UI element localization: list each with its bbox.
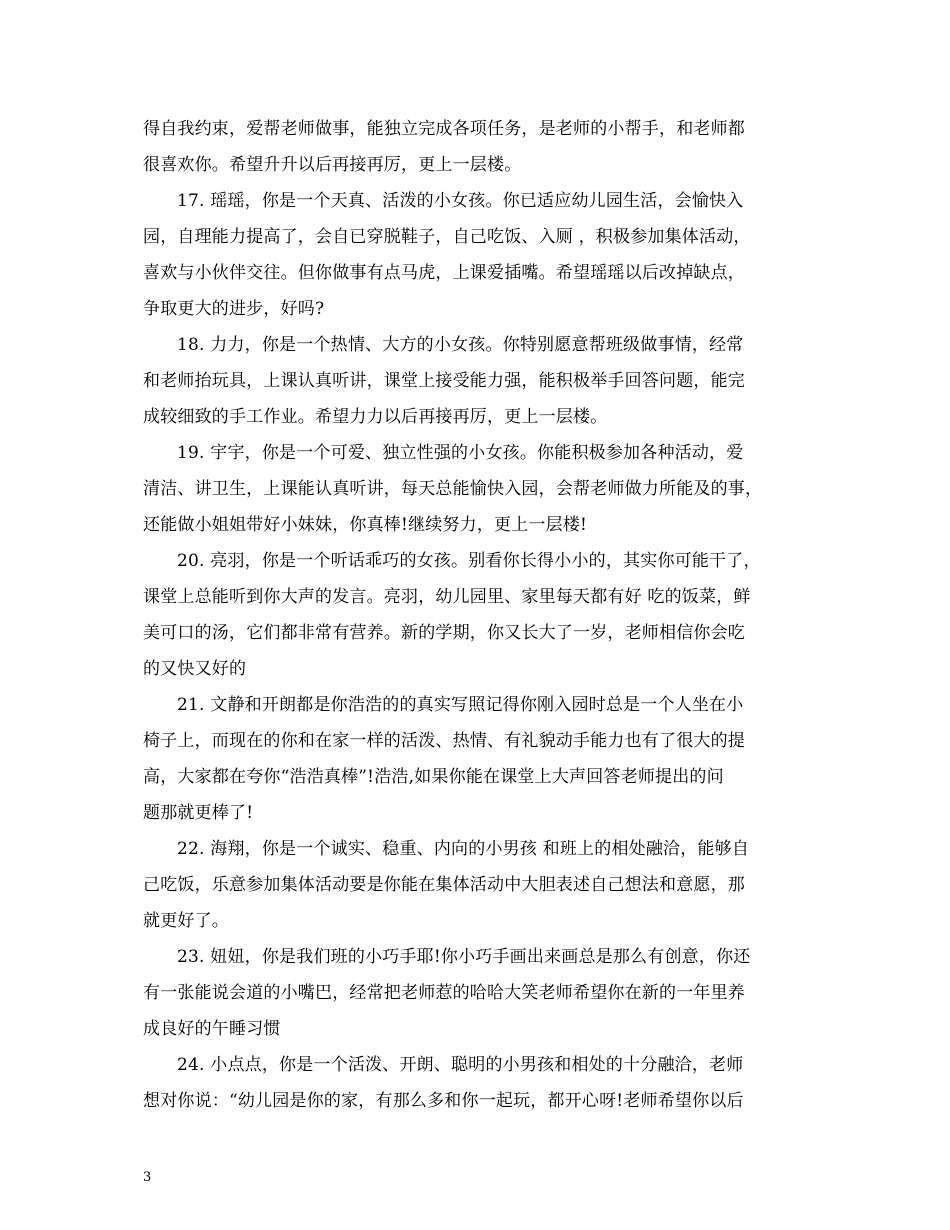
text-line: 的又快又好的 — [143, 659, 247, 679]
text-line: 课堂上总能听到你大声的发言。亮羽，幼儿园里、家里每天都有好 吃的饭菜，鲜 — [143, 587, 751, 607]
text-line: 很喜欢你。希望升升以后再接再厉，更上一层楼。 — [143, 155, 522, 175]
text-line: 喜欢与小伙伴交往。但你做事有点马虎，上课爱插嘴。希望瑶瑶以后改掉缺点， — [143, 263, 745, 283]
text-line: 就更好了。 — [143, 911, 229, 931]
text-line: 高，大家都在夸你“浩浩真棒”!浩浩,如果你能在课堂上大声回答老师提出的问 — [143, 767, 724, 787]
text-line: 想对你说：“幼儿园是你的家，有那么多和你一起玩，都开心呀!老师希望你以后 — [143, 1091, 744, 1111]
text-line: 成良好的午睡习惯 — [143, 1019, 281, 1039]
text-line: 得自我约束，爱帮老师做事，能独立完成各项任务，是老师的小帮手，和老师都 — [143, 119, 745, 139]
text-line: 题那就更棒了! — [143, 803, 254, 823]
page-number: 3 — [143, 1170, 152, 1185]
paragraph-start-23: 23. 妞妞，你是我们班的小巧手耶!你小巧手画出来画总是那么有创意，你还 — [177, 947, 751, 967]
paragraph-start-19: 19. 宇宇，你是一个可爱、独立性强的小女孩。你能积极参加各种活动，爱 — [177, 443, 744, 463]
text-line: 园，自理能力提高了，会自已穿脱鞋子，自己吃饭、入厕 ，积极参加集体活动， — [143, 227, 751, 247]
text-line: 和老师抬玩具，上课认真听讲，课堂上接受能力强，能积极举手回答问题，能完 — [143, 371, 745, 391]
text-line: 有一张能说会道的小嘴巴，经常把老师惹的哈哈大笑老师希望你在新的一年里养 — [143, 983, 745, 1003]
text-line: 己吃饭，乐意参加集体活动要是你能在集体活动中大胆表述自己想法和意愿，那 — [143, 875, 745, 895]
text-line: 成较细致的手工作业。希望力力以后再接再厉，更上一层楼。 — [143, 407, 608, 427]
paragraph-start-24: 24. 小点点，你是一个活泼、开朗、聪明的小男孩和相处的十分融洽，老师 — [177, 1055, 744, 1075]
text-line: 椅子上，而现在的你和在家一样的活泼、热情、有礼貌动手能力也有了很大的提 — [143, 731, 745, 751]
text-line: 美可口的汤，它们都非常有营养。新的学期，你又长大了一岁，老师相信你会吃 — [143, 623, 745, 643]
paragraph-start-17: 17. 瑶瑶，你是一个天真、活泼的小女孩。你已适应幼儿园生活，会愉快入 — [177, 191, 744, 211]
paragraph-start-21: 21. 文静和开朗都是你浩浩的的真实写照记得你刚入园时总是一个人坐在小 — [177, 695, 744, 715]
text-line: 清洁、讲卫生，上课能认真听讲，每天总能愉快入园，会帮老师做力所能及的事， — [143, 479, 763, 499]
paragraph-start-18: 18. 力力，你是一个热情、大方的小女孩。你特别愿意帮班级做事情，经常 — [177, 335, 744, 355]
text-line: 争取更大的进步，好吗? — [143, 299, 325, 319]
paragraph-start-20: 20. 亮羽，你是一个听话乖巧的女孩。别看你长得小小的，其实你可能干了， — [177, 551, 761, 571]
text-line: 还能做小姐姐带好小妹妹，你真棒!继续努力，更上一层楼! — [143, 515, 588, 535]
paragraph-start-22: 22. 海翔，你是一个诚实、稳重、内向的小男孩 和班上的相处融洽，能够自 — [177, 839, 750, 859]
